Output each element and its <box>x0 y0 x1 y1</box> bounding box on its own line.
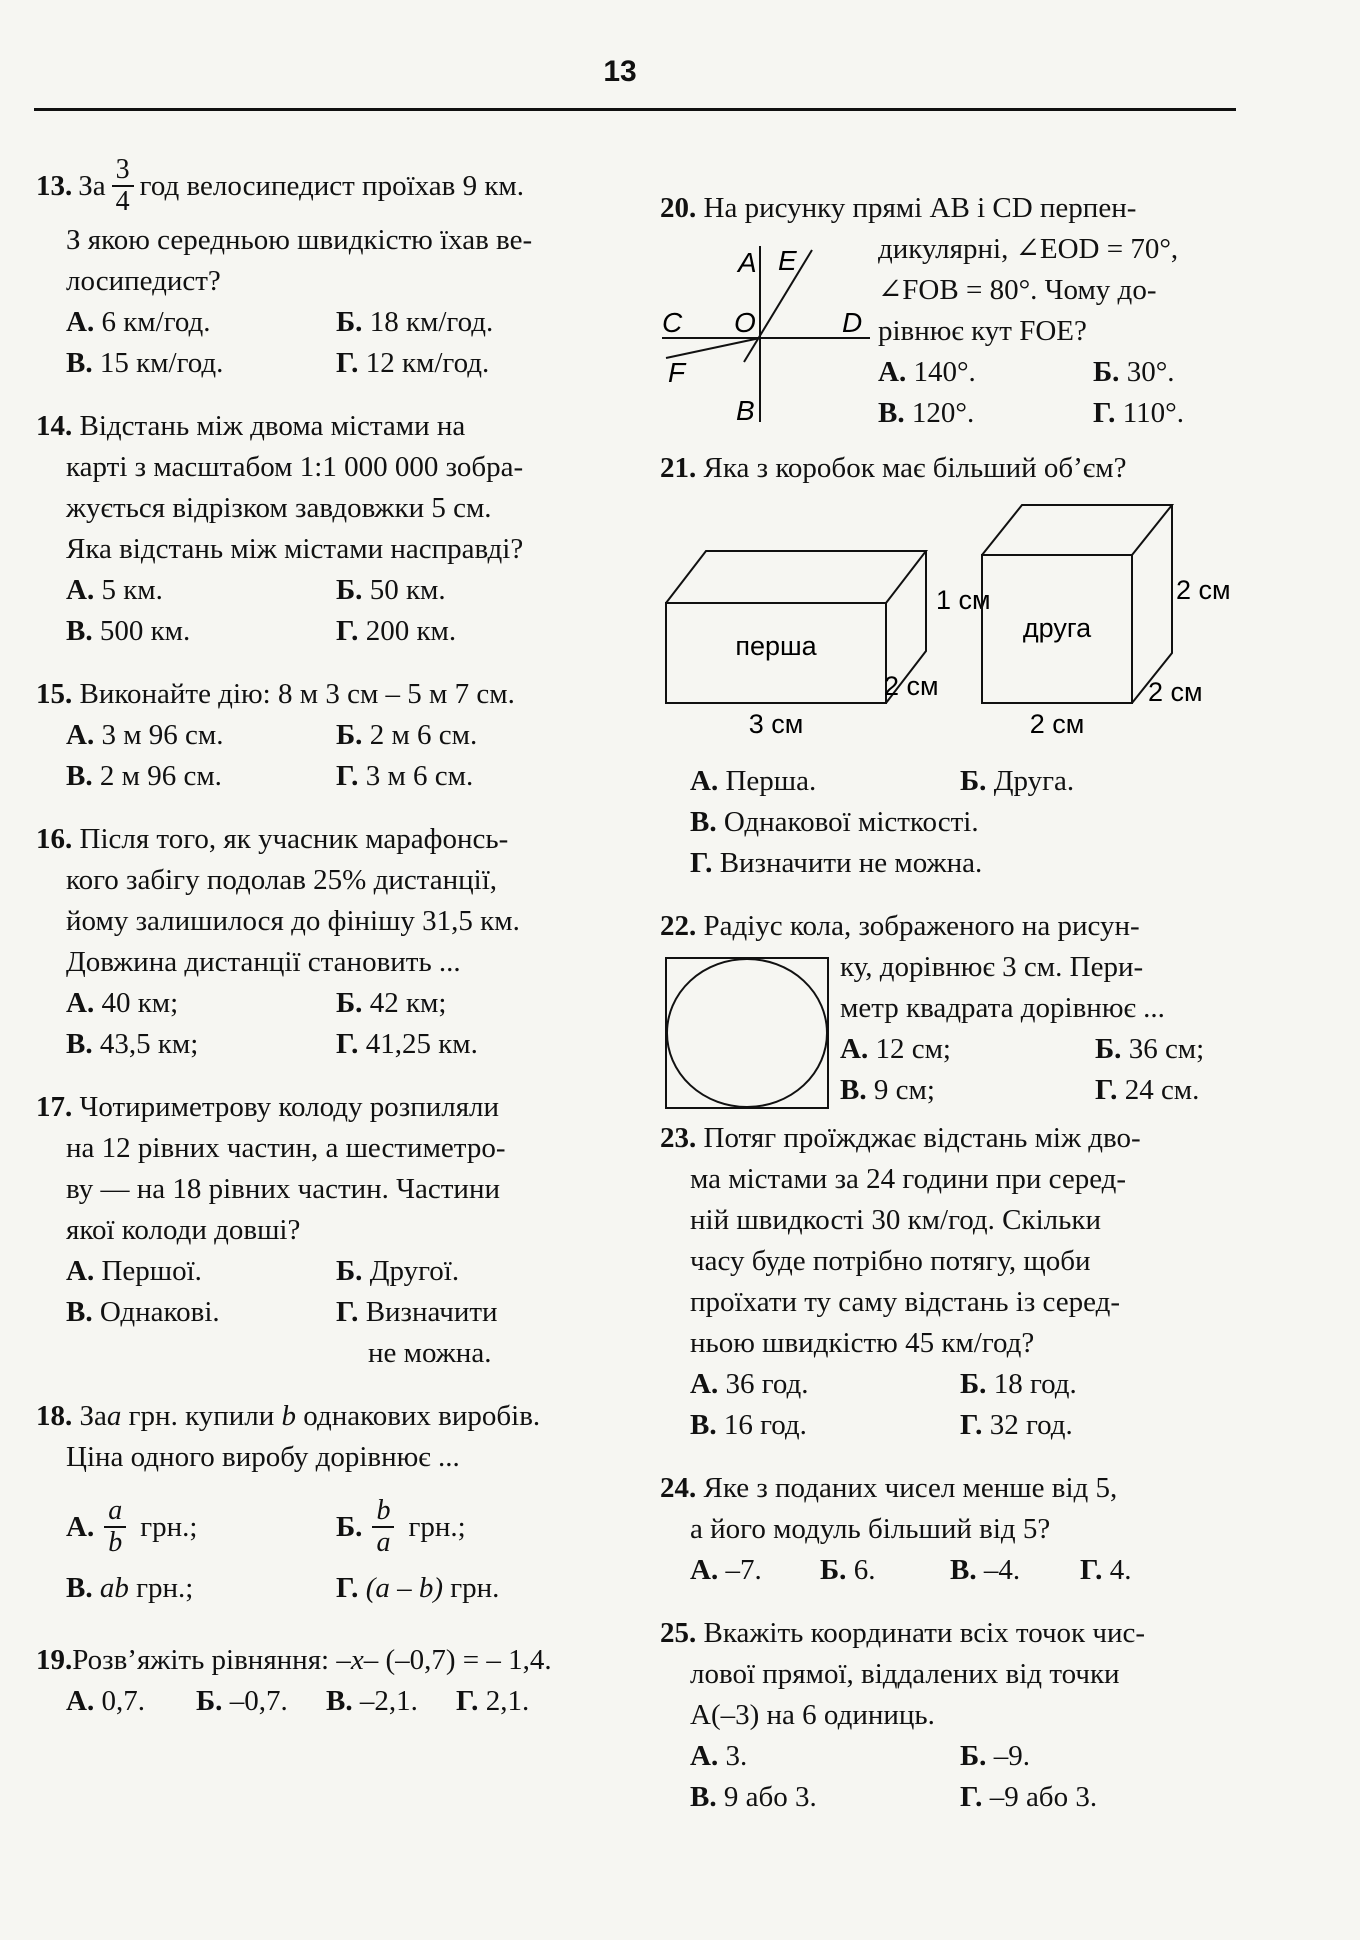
question-18: 18. Заa грн. купили b однакових виробів. Ціна одного виробу дорівнює ... А. $\frac{a}{b}$ грн.; Б. $\frac{b}{a}$ грн.; В. ab грн.; Г. (a – b) грн. <box>36 1396 616 1618</box>
question-text: ку, дорівнює 3 см. Пери- <box>840 951 1144 983</box>
question-number: 20. <box>660 192 697 224</box>
option-d: Г. (a – b) грн. <box>336 1572 500 1604</box>
option-b: Б. $\frac{b}{a}$ грн.; <box>336 1495 466 1558</box>
header-rule <box>34 108 1236 111</box>
option-c: В. 9 см; <box>840 1074 935 1106</box>
question-text: ньою швидкістю 45 км/год? <box>690 1327 1035 1359</box>
question-number: 23. <box>660 1122 697 1154</box>
question-text: З якою середньою швидкістю їхав ве- <box>66 224 533 256</box>
option-a: А. 140°. <box>878 356 976 388</box>
option-b: Б. 18 км/год. <box>336 306 494 338</box>
question-number: 16. <box>36 823 73 855</box>
question-text: Довжина дистанції становить ... <box>66 946 461 978</box>
option-d: Г. 3 м 6 см. <box>336 760 474 792</box>
question-number: 24. <box>660 1472 697 1504</box>
option-c: В. 15 км/год. <box>66 347 224 379</box>
option-d: Г. 2,1. <box>456 1685 530 1717</box>
label-c: C <box>662 307 683 338</box>
option-d: Г. Визначити не можна. <box>336 1296 498 1369</box>
question-23 <box>660 1118 1240 1446</box>
question-text: рівнює кут FOE? <box>878 315 1087 347</box>
svg-text:2 см: 2 см <box>1029 709 1085 739</box>
question-text: За <box>78 169 106 202</box>
question-number: 19. <box>36 1644 73 1676</box>
option-b: Б. 42 км; <box>336 987 447 1019</box>
question-22 <box>660 906 1240 1106</box>
svg-text:2 см: 2 см <box>884 671 939 701</box>
option-c: В. 43,5 км; <box>66 1028 199 1060</box>
question-15 <box>36 674 616 797</box>
circle-in-square-figure <box>662 954 842 1114</box>
label-d: D <box>842 307 863 338</box>
option-d: Г. 32 год. <box>960 1409 1073 1441</box>
option-b: Б. 36 см; <box>1095 1033 1205 1065</box>
question-text: лової прямої, віддалених від точки <box>690 1658 1120 1690</box>
option-d: Г. 41,25 км. <box>336 1028 478 1060</box>
question-text: ма містами за 24 години при серед- <box>690 1163 1127 1195</box>
question-text: ∠FOB = 80°. Чому до- <box>878 274 1157 306</box>
option-c: В. Однакові. <box>66 1296 220 1328</box>
option-c: В. Однакової місткості. <box>690 806 979 838</box>
perpendicular-lines-figure <box>660 232 870 432</box>
option-b: Б. 6. <box>820 1554 876 1586</box>
label-f: F <box>668 357 686 388</box>
option-c: В. 9 або 3. <box>690 1781 817 1813</box>
svg-text:2 см: 2 см <box>1176 575 1231 605</box>
answer-options <box>36 1681 616 1722</box>
option-a: А. 5 км. <box>66 574 163 606</box>
question-text: Яке з поданих чисел менше від 5, <box>703 1472 1118 1504</box>
option-a: А. –7. <box>690 1554 762 1586</box>
question-text: Вкажіть координати всіх точок чис- <box>703 1617 1145 1649</box>
svg-text:1 см: 1 см <box>936 585 991 615</box>
question-text: проїхати ту саму відстань із серед- <box>690 1286 1121 1318</box>
option-c: В. –4. <box>950 1554 1021 1586</box>
question-number: 21. <box>660 452 697 484</box>
left-column <box>36 154 616 1744</box>
label-a: A <box>738 247 757 278</box>
question-14 <box>36 406 616 652</box>
question-text: ній швидкості 30 км/год. Скільки <box>690 1204 1101 1236</box>
question-text: Відстань між двома містами на <box>79 410 466 442</box>
option-c: В. 16 год. <box>690 1409 807 1441</box>
svg-text:перша: перша <box>735 631 817 661</box>
question-text: На рисунку прямі AB і CD перпен- <box>703 192 1137 224</box>
question-24 <box>660 1468 1240 1591</box>
option-d: Г. 200 км. <box>336 615 457 647</box>
svg-text:друга: друга <box>1022 613 1092 643</box>
fraction-3-4: $\frac{3}{4}$ <box>112 155 134 217</box>
answer-options <box>660 1364 1240 1446</box>
question-text: а його модуль більший від 5? <box>690 1513 1051 1545</box>
question-20 <box>660 188 1240 429</box>
box-second <box>982 505 1231 739</box>
option-c: В. 120°. <box>878 397 975 429</box>
option-d: Г. 110°. <box>1093 397 1184 429</box>
question-number: 22. <box>660 910 697 942</box>
question-text: часу буде потрібно потягу, щоби <box>690 1245 1091 1277</box>
question-text: карті з масштабом 1:1 000 000 зобра- <box>66 451 524 483</box>
option-c: В. 500 км. <box>66 615 191 647</box>
question-16 <box>36 819 616 1065</box>
question-text: йому залишилося до фінішу 31,5 км. <box>66 905 520 937</box>
question-25 <box>660 1613 1240 1818</box>
question-text: Яка з коробок має більший об’єм? <box>703 452 1127 484</box>
question-text: кого забігу подолав 25% дистанції, <box>66 864 498 896</box>
option-b: Б. 2 м 6 см. <box>336 719 478 751</box>
question-text: метр квадрата дорівнює ... <box>840 992 1165 1024</box>
question-text: Потяг проїжджає відстань між дво- <box>703 1122 1141 1154</box>
answer-options <box>840 1029 1240 1111</box>
answer-options <box>36 302 616 384</box>
question-text: жується відрізком завдовжки 5 см. <box>66 492 492 524</box>
question-text: ву — на 18 рівних частин. Частини <box>66 1173 500 1205</box>
question-text: A(–3) на 6 одиниць. <box>690 1699 935 1731</box>
question-19: 19.Розв’яжіть рівняння: –x– (–0,7) = – 1,4. А. 0,7. Б. –0,7. В. –2,1. Г. 2,1. <box>36 1640 616 1722</box>
option-a: А. 12 см; <box>840 1033 951 1065</box>
answer-options <box>36 1251 616 1374</box>
question-text: лосипедист? <box>66 265 221 297</box>
option-b: Б. –0,7. <box>196 1685 288 1717</box>
answer-options <box>660 1550 1240 1591</box>
question-text: Чотириметрову колоду розпиляли <box>79 1091 500 1123</box>
option-c: В. ab грн.; <box>66 1572 194 1604</box>
question-number: 14. <box>36 410 73 442</box>
box-first <box>666 551 991 739</box>
question-text: Після того, як учасник марафонсь- <box>79 823 509 855</box>
boxes-figure <box>660 495 1240 745</box>
option-b: Б. Друга. <box>960 765 1075 797</box>
question-number: 15. <box>36 678 73 710</box>
option-c: В. –2,1. <box>326 1685 418 1717</box>
option-a: А. 0,7. <box>66 1685 145 1717</box>
option-b: Б. 18 год. <box>960 1368 1077 1400</box>
answer-options <box>878 352 1238 434</box>
option-b: Б. –9. <box>960 1740 1030 1772</box>
answer-options <box>36 983 616 1065</box>
question-number: 18. <box>36 1400 73 1432</box>
answer-options <box>36 1496 616 1618</box>
question-17 <box>36 1087 616 1374</box>
question-number: 13. <box>36 169 73 202</box>
question-text: на 12 рівних частин, а шестиметро- <box>66 1132 506 1164</box>
question-21 <box>660 448 1240 884</box>
answer-options <box>36 715 616 797</box>
answer-options <box>660 1736 1240 1818</box>
question-text: Виконайте дію: 8 м 3 см – 5 м 7 см. <box>79 678 515 710</box>
option-a: А. 6 км/год. <box>66 306 211 338</box>
option-d: Г. Визначити не можна. <box>690 847 983 879</box>
question-text: Яка відстань між містами насправді? <box>66 533 524 565</box>
label-o: O <box>734 307 756 338</box>
label-b: B <box>736 395 755 426</box>
option-b: Б. Другої. <box>336 1255 460 1287</box>
option-d: Г. 12 км/год. <box>336 347 490 379</box>
option-a: А. 3. <box>690 1740 748 1772</box>
option-a: А. $\frac{a}{b}$ грн.; <box>66 1495 198 1558</box>
question-number: 17. <box>36 1091 73 1123</box>
question-text: Ціна одного виробу дорівнює ... <box>66 1441 460 1473</box>
question-text: год велосипедист проїхав 9 км. <box>139 169 525 202</box>
option-d: Г. –9 або 3. <box>960 1781 1098 1813</box>
answer-options <box>660 761 1240 884</box>
page-number: 13 <box>603 55 637 88</box>
option-a: А. Першої. <box>66 1255 202 1287</box>
label-e: E <box>778 245 797 276</box>
question-text: дикулярні, ∠EOD = 70°, <box>878 233 1179 265</box>
option-b: Б. 30°. <box>1093 356 1175 388</box>
option-d: Г. 24 см. <box>1095 1074 1200 1106</box>
option-a: А. Перша. <box>690 765 817 797</box>
option-a: А. 36 год. <box>690 1368 809 1400</box>
svg-text:3 см: 3 см <box>748 709 804 739</box>
answer-options <box>36 570 616 652</box>
question-13 <box>36 154 616 384</box>
right-column <box>660 188 1240 1840</box>
svg-text:2 см: 2 см <box>1148 677 1203 707</box>
question-text: якої колоди довші? <box>66 1214 301 1246</box>
option-d: Г. 4. <box>1080 1554 1132 1586</box>
question-text: Радіус кола, зображеного на рисун- <box>703 910 1140 942</box>
option-c: В. 2 м 96 см. <box>66 760 222 792</box>
option-b: Б. 50 км. <box>336 574 446 606</box>
question-number: 25. <box>660 1617 697 1649</box>
option-a: А. 40 км; <box>66 987 179 1019</box>
option-a: А. 3 м 96 см. <box>66 719 224 751</box>
